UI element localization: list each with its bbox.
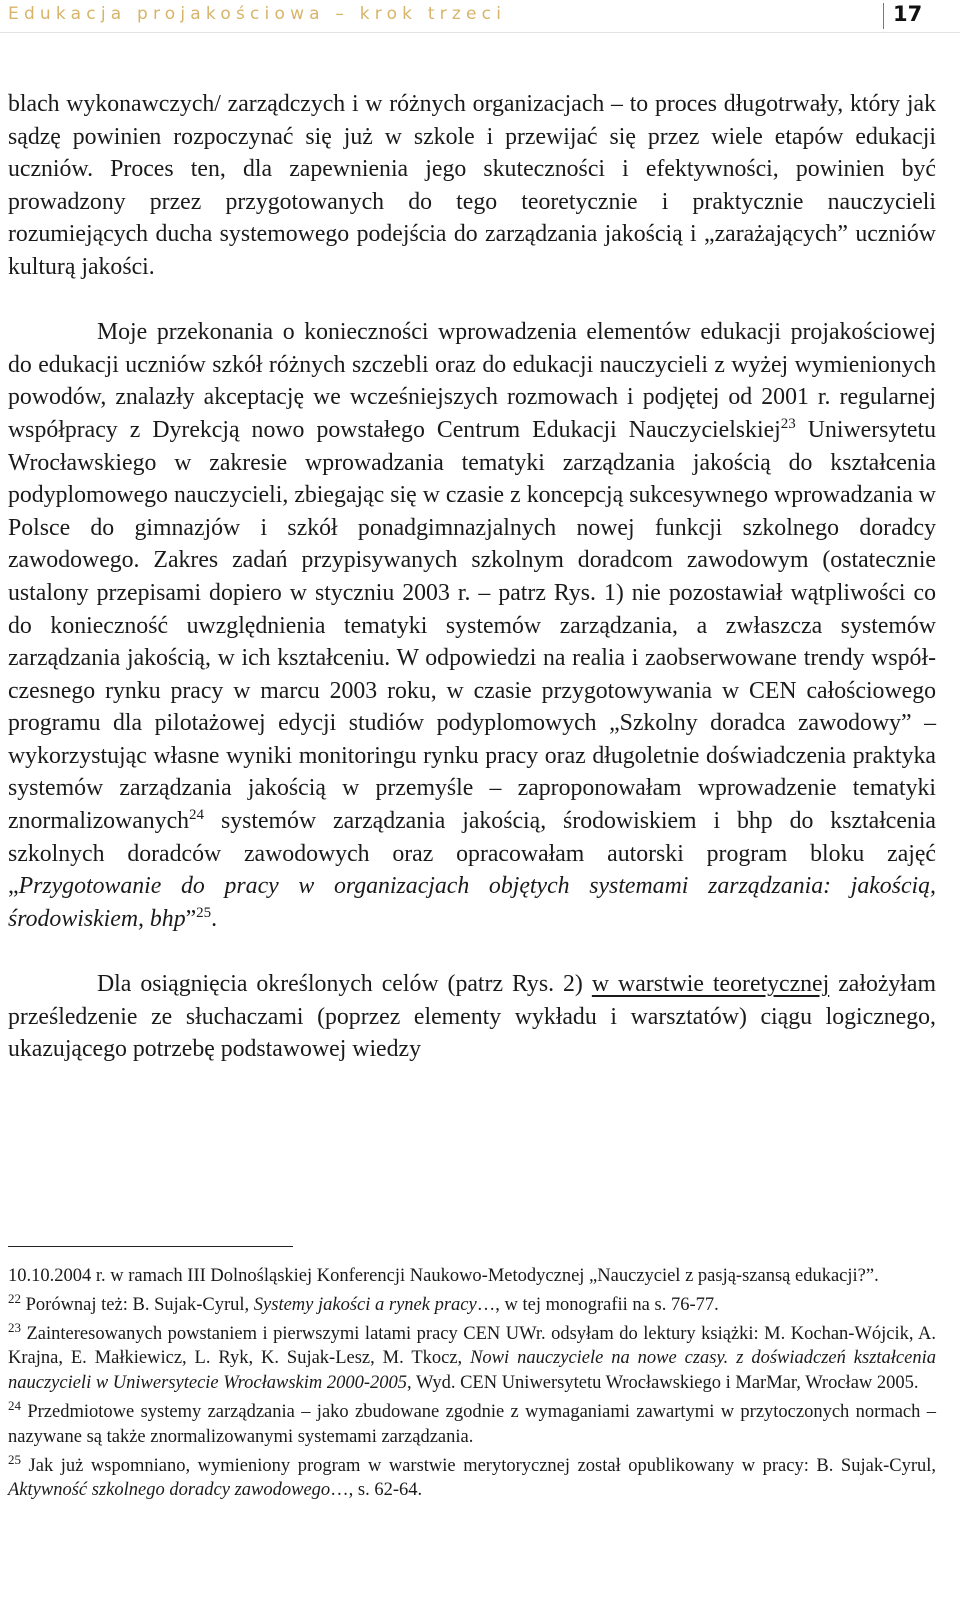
footnote-ref-24[interactable]: 24	[189, 807, 205, 824]
footnote-25	[8, 1451, 936, 1504]
paragraph-2-text: Moje przekonania o konieczności wprowadzenia elementów edukacji projakościowej do edukacji uczniów szkół różnych szczebli oraz do edukacji nauczycieli z wyżej wymienionych powodów, znalazły akceptację we wcześniejszych rozmowach i podjętej od 2001 r. regularnej współpracy z Dyrekcją nowo powstałego Centrum Edukacji Nauczycielskiej	[8, 319, 936, 443]
paragraph-3-text: Dla osiągnięcia określonych celów (patrz Rys. 2)	[97, 971, 592, 998]
page-number: 17	[893, 2, 923, 26]
paragraph-3	[8, 968, 936, 1066]
footnote-number: 25	[8, 1451, 21, 1467]
underlined-phrase: w warstwie teoretycznej	[591, 971, 830, 998]
footnotes	[8, 1264, 936, 1507]
paragraph-1: blach wykonawczych/ zarządczych i w różnych organizacjach – to proces długotrwały, który jak sądzę powinien rozpoczynać się już w szkole i przewijać się przez wiele etapów edukacji uczniów. Proces ten, dla zapewnienia jego skuteczności i efektywności, powinien być prowadzony przez przygotowanych do tego teoretycznie i praktycznie nauczycieli rozumiejących ducha systemowego podejścia do zarządzania jakością i „zarażających” uczniów kulturą jakości.	[8, 91, 936, 280]
footnote-separator	[8, 1246, 293, 1247]
footnote-text: …, w tej monografii na s. 76-77.	[476, 1294, 719, 1315]
paragraph-2-text: ”	[185, 905, 197, 932]
footnote-italic: Nowi nauczyciele na nowe czasy. z doświadczeń kształcenia nauczycieli w Uniwersytecie Wrocławskim 2000-2005	[8, 1348, 936, 1394]
footnote-number: 24	[8, 1397, 21, 1413]
header-divider	[883, 3, 884, 29]
paragraph-2	[8, 316, 936, 935]
footnote-text: Zainteresowanych powstaniem i pierwszymi latami pracy CEN UWr. odsyłam do lektury książki: M. Kochan-Wójcik, A. Krajna, E. Małkiewicz, L. Ryk, K. Sujak-Lesz, M. Tkocz,	[8, 1323, 936, 1369]
paragraph-3-text: założyłam prześledzenie ze słuchaczami (poprzez elementy wykładu i warsztatów) ciągu logicznego, ukazującego potrzebę podstawowej wiedzy	[8, 971, 936, 1063]
running-title: Edukacja projakościowa – krok trzeci	[8, 4, 507, 24]
footnote-italic: Systemy jakości a rynek pracy	[253, 1294, 477, 1315]
footnote-22	[8, 1290, 936, 1318]
paragraph-2-text: Uniwersytetu Wrocławskiego w zakresie wprowadzania tematyki zarządzania jakością do kształcenia podyplomowego nauczycieli, zbiegając się w czasie z koncepcją sukcesywnego wprowadzania w Polsce do gimnazjów i szkół ponadgimnazjalnych nowej funkcji szkolnego doradcy zawodowego. Zakres zadań przypisywanych szkolnym doradcom zawodowym (ostatecznie ustalony przepisami dopiero w styczniu 2003 r. – patrz Rys. 1) nie pozostawiał wątpliwości co do konieczność uwzględnienia tematyki systemów zarządzania, a zwłaszcza systemów zarządzania jakością, w ich kształceniu. W odpowiedzi na realia i zaobserwowane trendy współczesnego rynku pracy w marcu 2003 roku, w czasie przygotowywania w CEN całościowego programu dla pilotażowej edycji studiów podyplomowych „Szkolny doradca zawodowy” – wykorzystując własne wyniki monitoringu rynku pracy oraz długoletnie doświadczenia praktyka systemów zarządzania jakością w przemyśle – zaproponowałam wprowadzenie tematyki znormalizowanych	[8, 416, 936, 835]
footnote-continuation: 10.10.2004 r. w ramach III Dolnośląskiej Konferencji Naukowo-Metodycznej „Nauczyciel z pasją-szansą edukacji?”.	[8, 1266, 879, 1286]
main-text	[8, 88, 936, 1066]
header-rule	[0, 32, 960, 33]
footnote-number: 23	[8, 1319, 21, 1335]
footnote-ref-23[interactable]: 23	[780, 415, 796, 432]
footnote-italic: Aktywność szkolnego doradcy zawodowego	[8, 1480, 331, 1501]
footnote-ref-25[interactable]: 25	[196, 904, 212, 921]
footnote-text: , Wyd. CEN Uniwersytetu Wrocławskiego i MarMar, Wrocław 2005.	[407, 1373, 919, 1394]
footnote-text: Przedmiotowe systemy zarządzania – jako zbudowane zgodnie z wymaganiami zawartymi w przytoczonych normach – nazywane są także znormalizowanymi systemami zarządzania.	[8, 1401, 936, 1447]
footnote-23	[8, 1319, 936, 1396]
footnote-text: Porównaj też: B. Sujak-Cyrul,	[21, 1294, 254, 1315]
program-title: Przygotowanie do pracy w organizacjach objętych systemami zarządzania: jakością, środowiskiem, bhp	[8, 873, 936, 932]
paragraph-2-text: systemów zarządzania jakością, środowiskiem i bhp do kształcenia szkolnych doradców zawodowych oraz opracowałam autorski program bloku zajęć „	[8, 808, 936, 900]
footnote-text: …, s. 62-64.	[330, 1480, 423, 1501]
paragraph-2-text: .	[211, 905, 218, 932]
footnote-24	[8, 1397, 936, 1450]
footnote-number: 22	[8, 1290, 21, 1306]
footnote-text: Jak już wspomniano, wymieniony program w warstwie merytorycznej został opublikowany w pracy: B. Sujak-Cyrul,	[21, 1455, 936, 1476]
page-header	[0, 0, 960, 34]
